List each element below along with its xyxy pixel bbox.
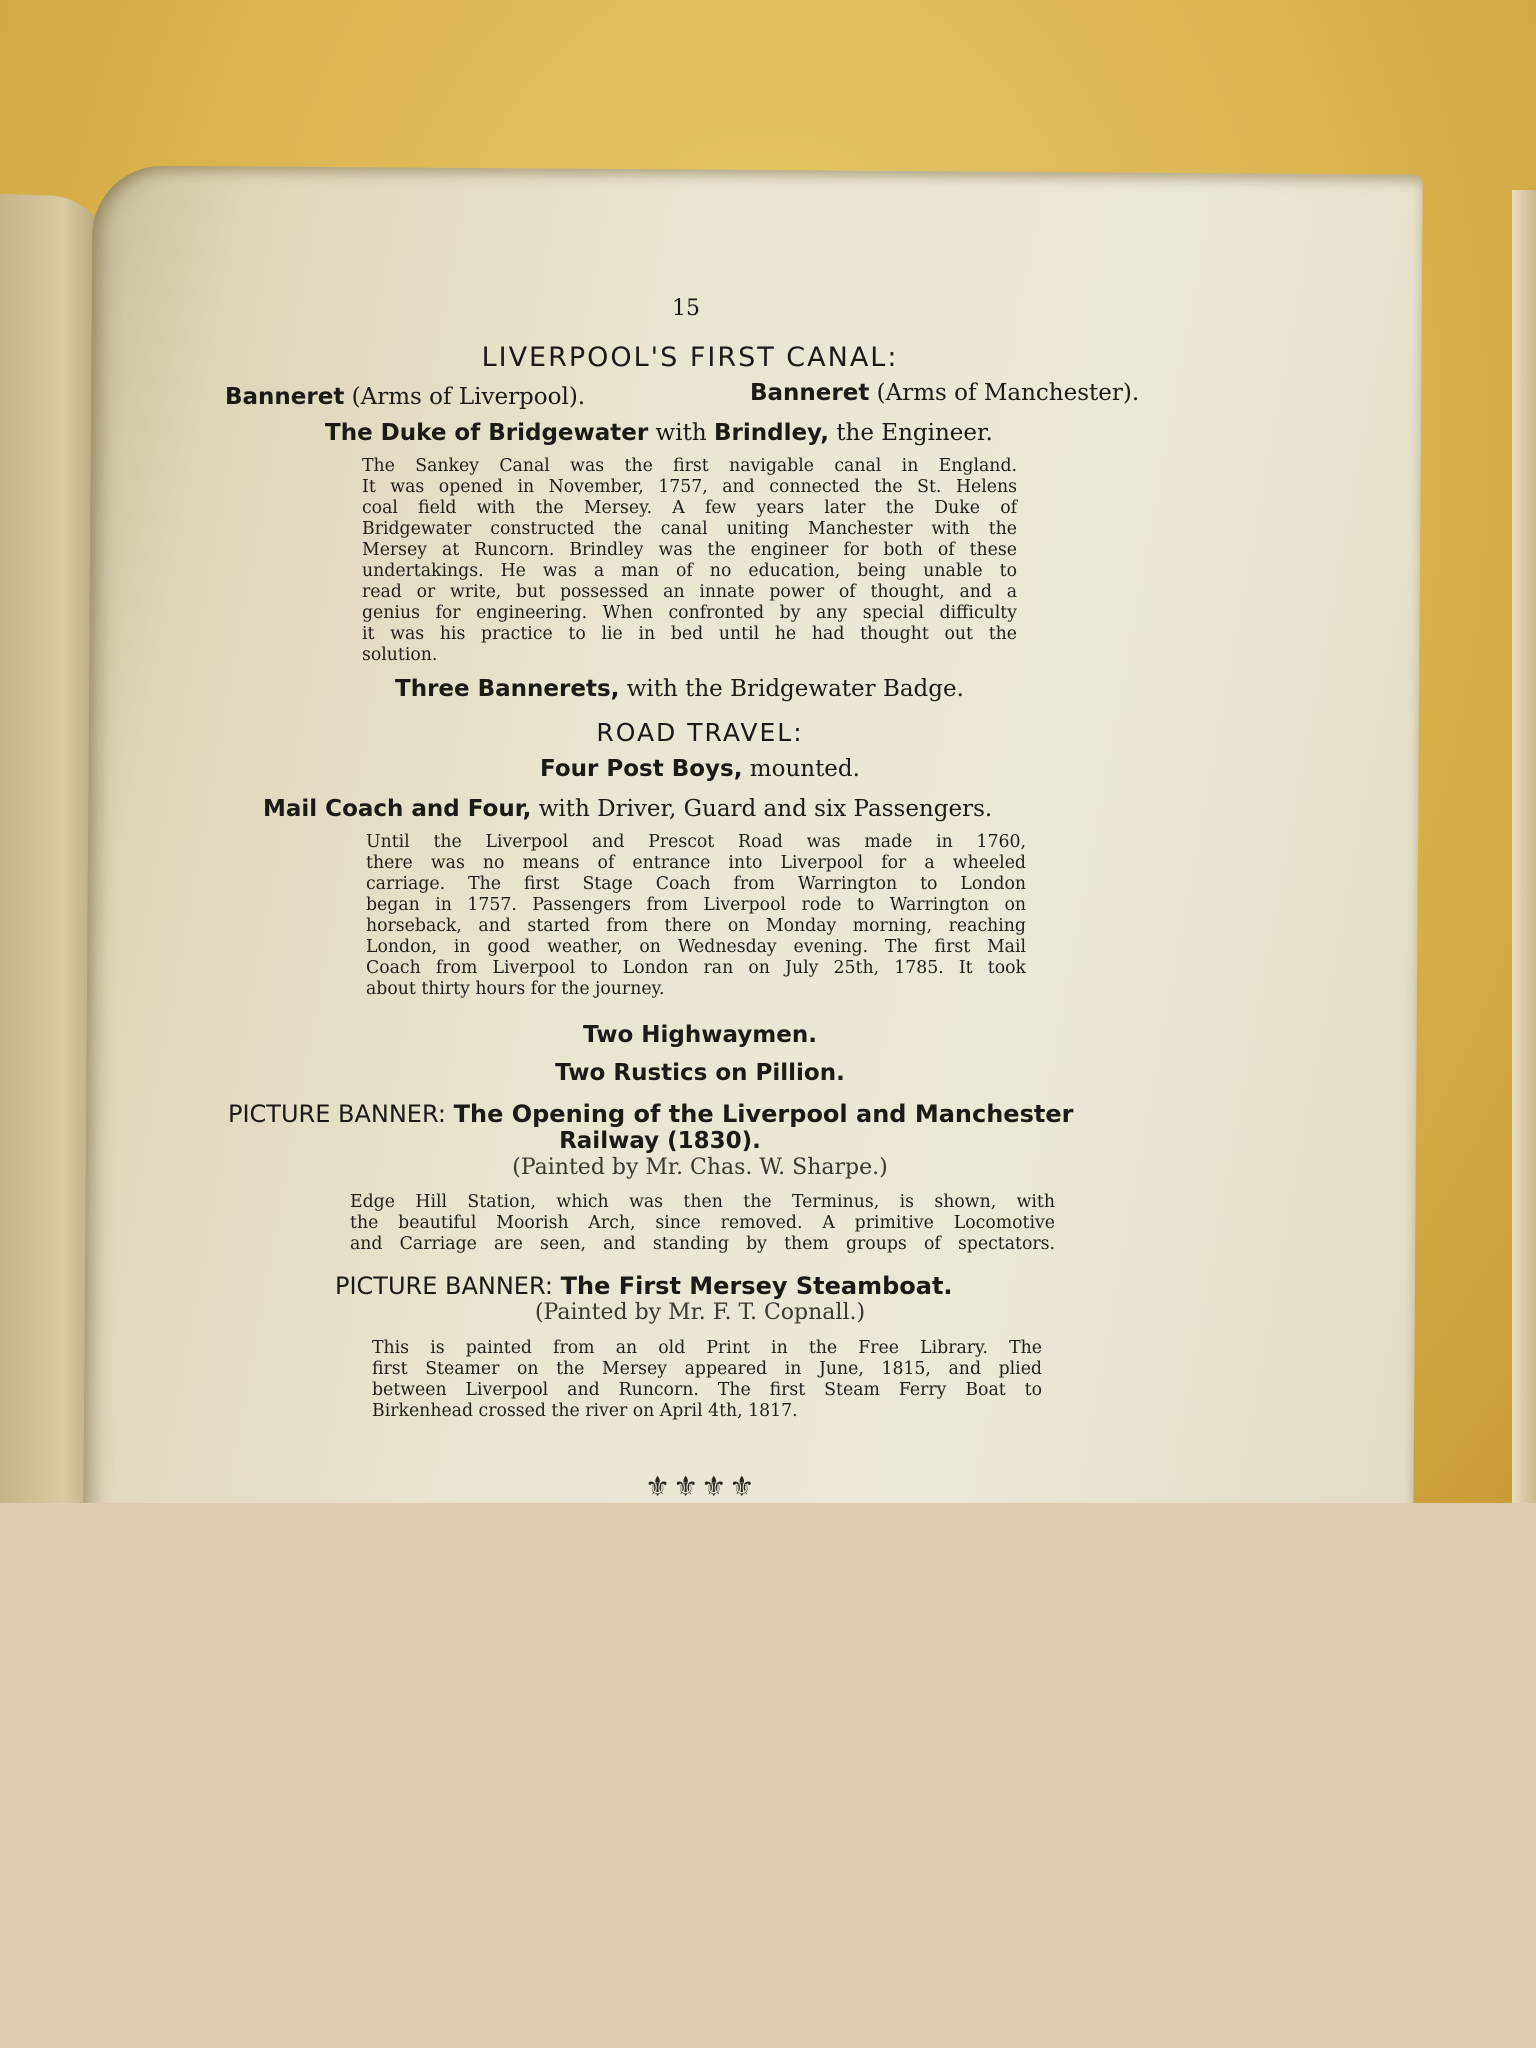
canal-para-line: Bridgewater constructed the canal uniting Manchester with the (362, 519, 1017, 539)
banneret-manchester (750, 380, 1139, 406)
road-para-line: horseback, and started from there on Monday morning, reaching (366, 916, 1026, 936)
railway-painter: (Painted by Mr. Chas. W. Sharpe.) (512, 1155, 888, 1180)
road-para-line: began in 1757. Passengers from Liverpool rode to Warrington on (366, 895, 1026, 915)
railway-para-line: Edge Hill Station, which was then the Terminus, is shown, with (350, 1192, 1055, 1212)
steamboat-para-line: This is painted from an old Print in the Free Library. The (372, 1338, 1042, 1358)
canal-paragraph (362, 456, 1017, 666)
steamboat-painter: (Painted by Mr. F. T. Copnall.) (534, 1300, 866, 1325)
rustics-line: Two Rustics on Pillion. (555, 1060, 845, 1086)
canal-para-line: The Sankey Canal was the first navigable canal in England. (362, 456, 1017, 476)
highwaymen-line: Two Highwaymen. (583, 1022, 817, 1048)
banneret-liverpool-arms: (Arms of Liverpool). (351, 384, 586, 410)
brindley-name: Brindley, (713, 420, 829, 446)
canal-para-line: Mersey at Runcorn. Brindley was the engineer for both of these (362, 540, 1017, 560)
mail-coach-desc: with Driver, Guard and six Passengers. (538, 796, 993, 822)
railway-banner-line (228, 1100, 1073, 1128)
mail-coach-label: Mail Coach and Four, (263, 796, 532, 822)
steamboat-paragraph (372, 1338, 1042, 1422)
brindley-role: the Engineer. (836, 420, 993, 446)
railway-para-line: the beautiful Moorish Arch, since removed. A primitive Locomotive (350, 1213, 1055, 1233)
road-paragraph (366, 832, 1026, 1000)
steamboat-banner-line (335, 1272, 953, 1300)
banneret-manchester-arms: (Arms of Manchester). (876, 380, 1140, 406)
page-number: 15 (672, 296, 700, 321)
banneret-liverpool-label: Banneret (225, 384, 345, 410)
steamboat-banner-title: The First Mersey Steamboat. (560, 1272, 953, 1300)
post-boys-desc: mounted. (749, 756, 860, 782)
canal-para-line: solution. (362, 645, 438, 665)
railway-para-line: and Carriage are seen, and standing by them groups of spectators. (350, 1234, 1055, 1254)
canal-para-line: it was his practice to lie in bed until he had thought out the (362, 624, 1017, 644)
railway-banner-title: The Opening of the Liverpool and Manchester (453, 1100, 1074, 1128)
road-para-line: Until the Liverpool and Prescot Road was made in 1760, (366, 832, 1026, 852)
railway-banner-label: PICTURE BANNER: (228, 1100, 446, 1128)
three-bannerets-desc: with the Bridgewater Badge. (626, 676, 964, 702)
road-para-line: about thirty hours for the journey. (366, 979, 665, 999)
road-para-line: London, in good weather, on Wednesday evening. The first Mail (366, 937, 1026, 957)
steamboat-banner-label: PICTURE BANNER: (335, 1272, 553, 1300)
banneret-manchester-label: Banneret (750, 380, 870, 406)
road-heading: ROAD TRAVEL: (596, 718, 804, 747)
post-boys-line (420, 756, 980, 782)
steamboat-para-line: between Liverpool and Runcorn. The first Steam Ferry Boat to (372, 1380, 1042, 1400)
canal-para-line: coal field with the Mersey. A few years later the Duke of (362, 498, 1017, 518)
road-para-line: there was no means of entrance into Liverpool for a wheeled (366, 853, 1026, 873)
canal-para-line: undertakings. He was a man of no education, being unable to (362, 561, 1017, 581)
railway-paragraph (350, 1192, 1055, 1255)
duke-name: The Duke of Bridgewater (325, 420, 649, 446)
three-bannerets-label: Three Bannerets, (395, 676, 620, 702)
canal-heading: LIVERPOOL'S FIRST CANAL: (481, 342, 899, 373)
railway-banner-title-cont: Railway (1830). (559, 1128, 761, 1154)
fleur-de-lis-ornament: ⚜⚜⚜⚜ (645, 1470, 758, 1503)
three-bannerets-line (395, 676, 964, 702)
page-edge (1512, 190, 1536, 1503)
mail-coach-line (263, 796, 992, 822)
duke-line (325, 420, 993, 446)
steamboat-para-line: first Steamer on the Mersey appeared in June, 1815, and plied (372, 1359, 1042, 1379)
canal-para-line: genius for engineering. When confronted by any special difficulty (362, 603, 1017, 623)
duke-with: with (655, 420, 707, 446)
road-para-line: carriage. The first Stage Coach from Warrington to London (366, 874, 1026, 894)
canal-para-line: It was opened in November, 1757, and connected the St. Helens (362, 477, 1017, 497)
road-para-line: Coach from Liverpool to London ran on July 25th, 1785. It took (366, 958, 1026, 978)
post-boys-label: Four Post Boys, (540, 756, 743, 782)
canal-para-line: read or write, but possessed an innate power of thought, and a (362, 582, 1017, 602)
banneret-liverpool (225, 384, 585, 410)
steamboat-para-line: Birkenhead crossed the river on April 4th, 1817. (372, 1401, 798, 1421)
